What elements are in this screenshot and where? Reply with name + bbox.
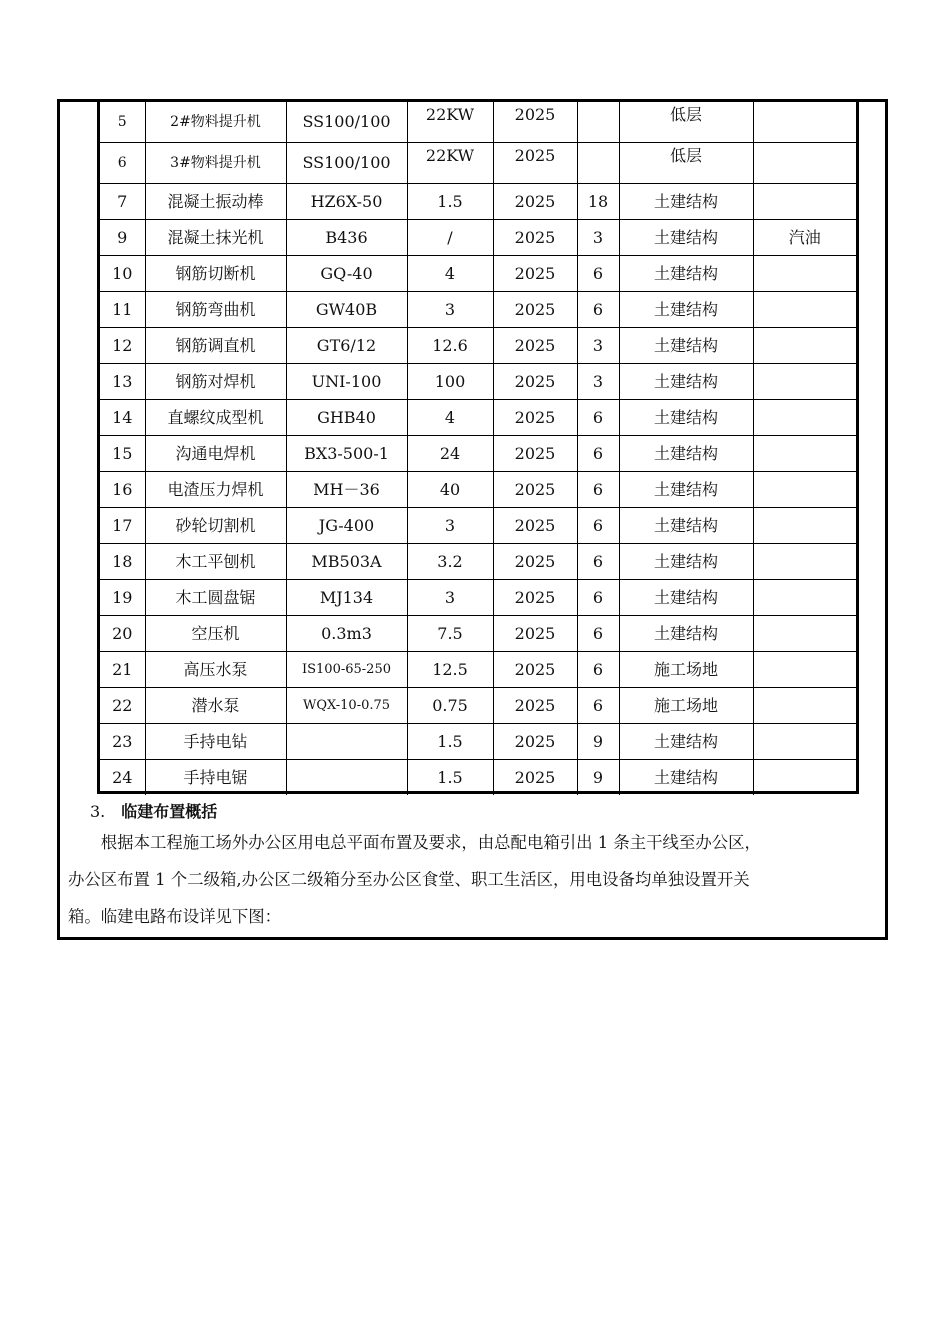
- year-cell: 2025: [493, 580, 577, 616]
- section-paragraph: [68, 824, 874, 935]
- usage-location-cell: 土建结构: [619, 616, 753, 652]
- year-cell: 2025: [493, 364, 577, 400]
- year-cell: 2025: [493, 400, 577, 436]
- quantity-cell: 6: [577, 292, 619, 328]
- remark-cell: [753, 292, 856, 328]
- power-cell: 1.5: [407, 760, 493, 796]
- row-number-cell: 21: [100, 652, 145, 688]
- model-cell: SS100/100: [286, 143, 407, 184]
- table-row: [100, 472, 856, 508]
- row-number-cell: 10: [100, 256, 145, 292]
- usage-location-cell: 土建结构: [619, 328, 753, 364]
- equipment-name-cell: 砂轮切割机: [145, 508, 286, 544]
- power-cell: 0.75: [407, 688, 493, 724]
- outer-frame: [57, 99, 888, 940]
- equipment-name-cell: 手持电锯: [145, 760, 286, 796]
- year-cell: 2025: [493, 436, 577, 472]
- model-cell: WQX-10-0.75: [286, 688, 407, 724]
- remark-cell: [753, 616, 856, 652]
- remark-cell: [753, 256, 856, 292]
- row-number-cell: 14: [100, 400, 145, 436]
- remark-cell: [753, 436, 856, 472]
- table-row: [100, 256, 856, 292]
- model-cell: GQ-40: [286, 256, 407, 292]
- table-row: [100, 400, 856, 436]
- equipment-table: [100, 102, 856, 795]
- model-cell: B436: [286, 220, 407, 256]
- row-number-cell: 5: [100, 102, 145, 143]
- usage-location-cell: 低层: [619, 143, 753, 184]
- equipment-table-frame: [97, 102, 859, 794]
- year-cell: 2025: [493, 102, 577, 143]
- power-cell: 22KW: [407, 143, 493, 184]
- row-number-cell: 23: [100, 724, 145, 760]
- year-cell: 2025: [493, 508, 577, 544]
- model-cell: SS100/100: [286, 102, 407, 143]
- model-cell: UNI-100: [286, 364, 407, 400]
- model-cell: JG-400: [286, 508, 407, 544]
- table-row: [100, 508, 856, 544]
- row-number-cell: 13: [100, 364, 145, 400]
- table-row: [100, 292, 856, 328]
- usage-location-cell: 土建结构: [619, 220, 753, 256]
- quantity-cell: 6: [577, 652, 619, 688]
- quantity-cell: 6: [577, 688, 619, 724]
- table-row: [100, 688, 856, 724]
- usage-location-cell: 土建结构: [619, 400, 753, 436]
- table-row: [100, 580, 856, 616]
- power-cell: 22KW: [407, 102, 493, 143]
- table-row: [100, 652, 856, 688]
- table-row: [100, 143, 856, 184]
- equipment-name-cell: 电渣压力焊机: [145, 472, 286, 508]
- equipment-name-cell: 钢筋调直机: [145, 328, 286, 364]
- remark-cell: [753, 760, 856, 796]
- equipment-name-cell: 木工圆盘锯: [145, 580, 286, 616]
- model-cell: MB503A: [286, 544, 407, 580]
- year-cell: 2025: [493, 472, 577, 508]
- equipment-name-cell: 混凝土振动棒: [145, 184, 286, 220]
- row-number-cell: 16: [100, 472, 145, 508]
- year-cell: 2025: [493, 688, 577, 724]
- row-number-cell: 19: [100, 580, 145, 616]
- quantity-cell: 6: [577, 580, 619, 616]
- row-number-cell: 22: [100, 688, 145, 724]
- power-cell: 3: [407, 580, 493, 616]
- quantity-cell: 3: [577, 220, 619, 256]
- row-number-cell: 15: [100, 436, 145, 472]
- equipment-name-cell: 钢筋切断机: [145, 256, 286, 292]
- model-cell: MJ134: [286, 580, 407, 616]
- remark-cell: [753, 724, 856, 760]
- quantity-cell: 6: [577, 436, 619, 472]
- usage-location-cell: 土建结构: [619, 364, 753, 400]
- power-cell: 3: [407, 508, 493, 544]
- usage-location-cell: 土建结构: [619, 472, 753, 508]
- quantity-cell: 9: [577, 760, 619, 796]
- quantity-cell: 9: [577, 724, 619, 760]
- usage-location-cell: 土建结构: [619, 508, 753, 544]
- row-number-cell: 9: [100, 220, 145, 256]
- year-cell: 2025: [493, 220, 577, 256]
- model-cell: GW40B: [286, 292, 407, 328]
- quantity-cell: 6: [577, 508, 619, 544]
- model-cell: BX3-500-1: [286, 436, 407, 472]
- quantity-cell: 6: [577, 400, 619, 436]
- quantity-cell: [577, 102, 619, 143]
- paragraph-line: 办公区布置 1 个二级箱,办公区二级箱分至办公区食堂、职工生活区，用电设备均单独设置开关: [68, 870, 750, 889]
- usage-location-cell: 低层: [619, 102, 753, 143]
- power-cell: 12.6: [407, 328, 493, 364]
- equipment-name-cell: 钢筋对焊机: [145, 364, 286, 400]
- equipment-name-cell: 木工平刨机: [145, 544, 286, 580]
- power-cell: /: [407, 220, 493, 256]
- table-row: [100, 760, 856, 796]
- remark-cell: [753, 364, 856, 400]
- power-cell: 3: [407, 292, 493, 328]
- usage-location-cell: 土建结构: [619, 292, 753, 328]
- equipment-name-cell: 3#物料提升机: [145, 143, 286, 184]
- year-cell: 2025: [493, 652, 577, 688]
- row-number-cell: 6: [100, 143, 145, 184]
- usage-location-cell: 土建结构: [619, 184, 753, 220]
- year-cell: 2025: [493, 544, 577, 580]
- quantity-cell: 3: [577, 328, 619, 364]
- remark-cell: [753, 102, 856, 143]
- row-number-cell: 17: [100, 508, 145, 544]
- quantity-cell: [577, 143, 619, 184]
- power-cell: 1.5: [407, 184, 493, 220]
- row-number-cell: 7: [100, 184, 145, 220]
- equipment-name-cell: 手持电钻: [145, 724, 286, 760]
- model-cell: 0.3m3: [286, 616, 407, 652]
- usage-location-cell: 土建结构: [619, 580, 753, 616]
- quantity-cell: 6: [577, 472, 619, 508]
- table-row: [100, 616, 856, 652]
- equipment-name-cell: 2#物料提升机: [145, 102, 286, 143]
- power-cell: 7.5: [407, 616, 493, 652]
- model-cell: [286, 760, 407, 796]
- quantity-cell: 3: [577, 364, 619, 400]
- power-cell: 40: [407, 472, 493, 508]
- usage-location-cell: 施工场地: [619, 652, 753, 688]
- equipment-name-cell: 沟通电焊机: [145, 436, 286, 472]
- quantity-cell: 6: [577, 616, 619, 652]
- remark-cell: [753, 143, 856, 184]
- usage-location-cell: 施工场地: [619, 688, 753, 724]
- table-row: [100, 184, 856, 220]
- usage-location-cell: 土建结构: [619, 436, 753, 472]
- paragraph-line: 箱。临建电路布设详见下图：: [68, 907, 282, 926]
- table-row: [100, 220, 856, 256]
- table-row: [100, 364, 856, 400]
- section-title: 临建布置概括: [121, 802, 218, 821]
- power-cell: 24: [407, 436, 493, 472]
- equipment-name-cell: 直螺纹成型机: [145, 400, 286, 436]
- table-row: [100, 436, 856, 472]
- equipment-table-body: [100, 102, 856, 795]
- table-row: [100, 328, 856, 364]
- usage-location-cell: 土建结构: [619, 256, 753, 292]
- model-cell: GT6/12: [286, 328, 407, 364]
- equipment-name-cell: 潜水泵: [145, 688, 286, 724]
- power-cell: 12.5: [407, 652, 493, 688]
- power-cell: 1.5: [407, 724, 493, 760]
- model-cell: [286, 724, 407, 760]
- paragraph-line: 根据本工程施工场外办公区用电总平面布置及要求，由总配电箱引出 1 条主干线至办公区，: [100, 833, 761, 852]
- remark-cell: [753, 544, 856, 580]
- equipment-name-cell: 钢筋弯曲机: [145, 292, 286, 328]
- remark-cell: [753, 580, 856, 616]
- section-heading: [90, 799, 217, 822]
- power-cell: 100: [407, 364, 493, 400]
- remark-cell: [753, 652, 856, 688]
- year-cell: 2025: [493, 292, 577, 328]
- year-cell: 2025: [493, 760, 577, 796]
- quantity-cell: 6: [577, 544, 619, 580]
- table-row: [100, 544, 856, 580]
- remark-cell: [753, 472, 856, 508]
- remark-cell: 汽油: [753, 220, 856, 256]
- equipment-name-cell: 混凝土抹光机: [145, 220, 286, 256]
- model-cell: GHB40: [286, 400, 407, 436]
- section-number: 3.: [90, 802, 106, 821]
- table-row: [100, 724, 856, 760]
- row-number-cell: 12: [100, 328, 145, 364]
- model-cell: IS100-65-250: [286, 652, 407, 688]
- row-number-cell: 11: [100, 292, 145, 328]
- row-number-cell: 18: [100, 544, 145, 580]
- year-cell: 2025: [493, 616, 577, 652]
- model-cell: MH－36: [286, 472, 407, 508]
- year-cell: 2025: [493, 724, 577, 760]
- year-cell: 2025: [493, 184, 577, 220]
- usage-location-cell: 土建结构: [619, 544, 753, 580]
- equipment-name-cell: 高压水泵: [145, 652, 286, 688]
- usage-location-cell: 土建结构: [619, 760, 753, 796]
- row-number-cell: 24: [100, 760, 145, 796]
- model-cell: HZ6X-50: [286, 184, 407, 220]
- quantity-cell: 6: [577, 256, 619, 292]
- row-number-cell: 20: [100, 616, 145, 652]
- year-cell: 2025: [493, 256, 577, 292]
- power-cell: 4: [407, 256, 493, 292]
- power-cell: 4: [407, 400, 493, 436]
- table-row: [100, 102, 856, 143]
- remark-cell: [753, 184, 856, 220]
- remark-cell: [753, 328, 856, 364]
- quantity-cell: 18: [577, 184, 619, 220]
- equipment-name-cell: 空压机: [145, 616, 286, 652]
- year-cell: 2025: [493, 143, 577, 184]
- power-cell: 3.2: [407, 544, 493, 580]
- remark-cell: [753, 508, 856, 544]
- remark-cell: [753, 400, 856, 436]
- remark-cell: [753, 688, 856, 724]
- year-cell: 2025: [493, 328, 577, 364]
- usage-location-cell: 土建结构: [619, 724, 753, 760]
